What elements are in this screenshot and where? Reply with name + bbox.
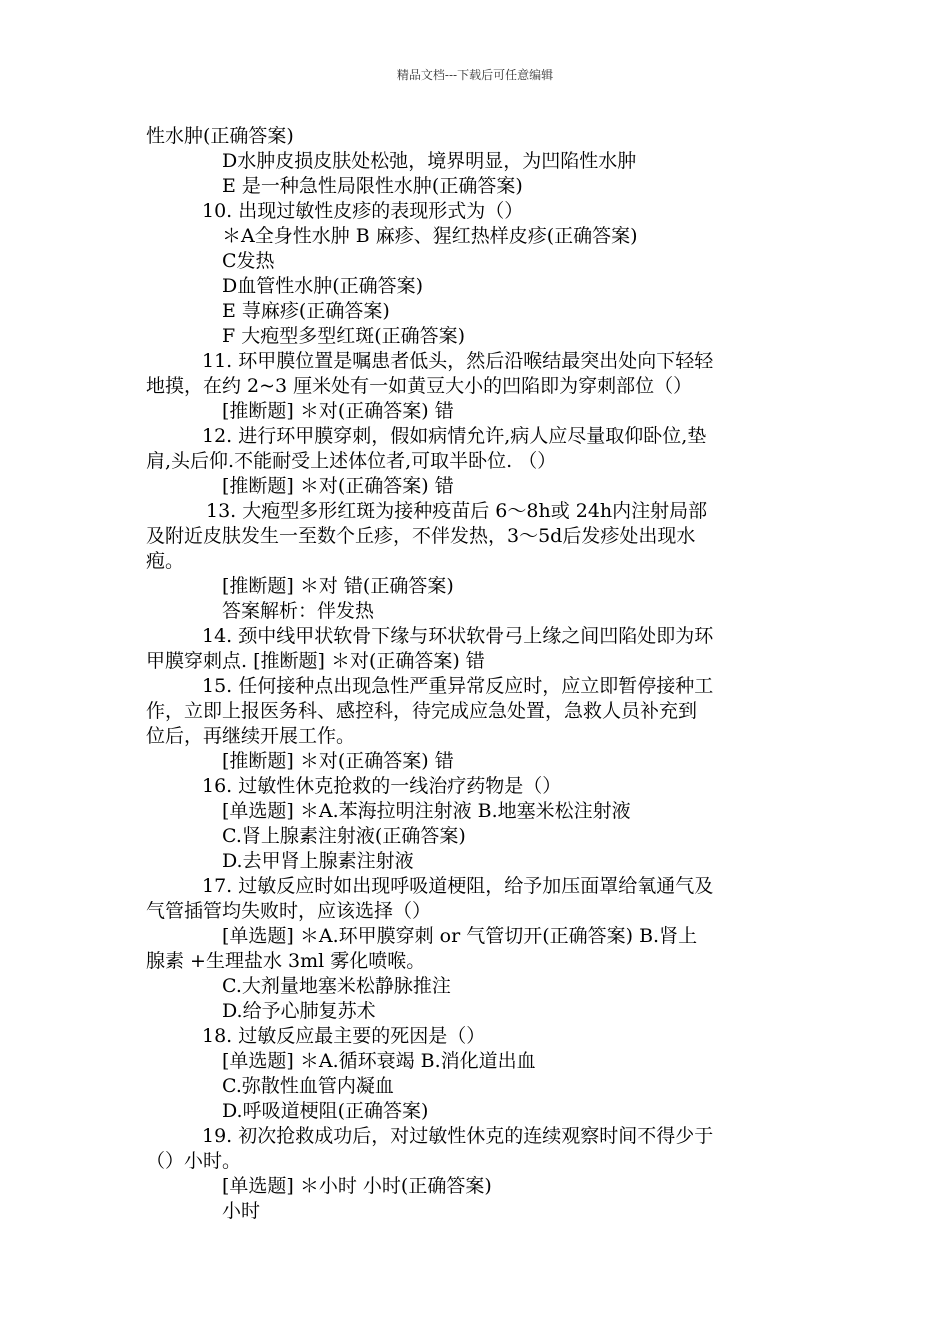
- question-line: 肩,头后仰.不能耐受上述体位者,可取半卧位. （）: [146, 450, 557, 472]
- answer-line: [推断题] ＊对(正确答案) 错: [222, 400, 454, 422]
- option-line: 小时: [222, 1200, 261, 1222]
- document-body: [146, 124, 808, 1224]
- question-line: 19. 初次抢救成功后，对过敏性休克的连续观察时间不得少于: [202, 1125, 714, 1147]
- option-line: D.给予心肺复苏术: [222, 1000, 376, 1022]
- question-line: 10. 出现过敏性皮疹的表现形式为（）: [202, 200, 524, 222]
- question-line: 16. 过敏性休克抢救的一线治疗药物是（）: [202, 775, 562, 797]
- question-line: 位后，再继续开展工作。: [146, 725, 356, 747]
- question-line: 甲膜穿刺点. [推断题] ＊对(正确答案) 错: [146, 650, 485, 672]
- option-line: C.弥散性血管内凝血: [222, 1075, 394, 1097]
- text-line: E 是一种急性局限性水肿(正确答案): [222, 175, 523, 197]
- question-line: 作，立即上报医务科、感控科，待完成应急处置，急救人员补充到: [146, 700, 698, 722]
- option-line: 腺素 +生理盐水 3ml 雾化喷喉。: [146, 950, 426, 972]
- question-line: 及附近皮肤发生一至数个丘疹，不伴发热，3～5d后发疹处出现水: [146, 525, 696, 547]
- option-line: [单选题] ＊A.循环衰竭 B.消化道出血: [222, 1050, 536, 1072]
- option-line: [单选题] ＊A.苯海拉明注射液 B.地塞米松注射液: [222, 800, 631, 822]
- question-line: 13. 大疱型多形红斑为接种疫苗后 6～8h或 24h内注射局部: [206, 500, 708, 522]
- text-line: 性水肿(正确答案): [146, 125, 294, 147]
- answer-line: [推断题] ＊对(正确答案) 错: [222, 750, 454, 772]
- question-line: 17. 过敏反应时如出现呼吸道梗阻，给予加压面罩给氧通气及: [202, 875, 714, 897]
- option-line: [单选题] ＊小时 小时(正确答案): [222, 1175, 492, 1197]
- answer-line: [推断题] ＊对(正确答案) 错: [222, 475, 454, 497]
- question-line: （）小时。: [146, 1150, 242, 1172]
- answer-line: [推断题] ＊对 错(正确答案): [222, 575, 454, 597]
- option-line: F 大疱型多型红斑(正确答案): [222, 325, 466, 347]
- option-line: D血管性水肿(正确答案): [222, 275, 424, 297]
- question-line: 12. 进行环甲膜穿刺，假如病情允许,病人应尽量取仰卧位,垫: [202, 425, 707, 447]
- option-line: C.大剂量地塞米松静脉推注: [222, 975, 451, 997]
- option-line: E 荨麻疹(正确答案): [222, 300, 390, 322]
- option-line: ＊A全身性水肿 B 麻疹、猩红热样皮疹(正确答案): [222, 225, 638, 247]
- option-line: C发热: [222, 250, 275, 272]
- question-line: 18. 过敏反应最主要的死因是（）: [202, 1025, 486, 1047]
- answer-explanation: 答案解析：伴发热: [222, 600, 375, 622]
- question-line: 气管插管均失败时，应该选择（）: [146, 900, 432, 922]
- question-line: 14. 颈中线甲状软骨下缘与环状软骨弓上缘之间凹陷处即为环: [202, 625, 714, 647]
- page-header: 精品文档---下载后可任意编辑: [396, 68, 554, 82]
- question-line: 15. 任何接种点出现急性严重异常反应时，应立即暂停接种工: [202, 675, 714, 697]
- option-line: D.去甲肾上腺素注射液: [222, 850, 414, 872]
- question-line: 疱。: [146, 550, 185, 572]
- text-line: D水肿皮损皮肤处松弛，境界明显，为凹陷性水肿: [222, 150, 637, 172]
- question-line: 11. 环甲膜位置是嘱患者低头，然后沿喉结最突出处向下轻轻: [202, 350, 714, 372]
- option-line: [单选题] ＊A.环甲膜穿刺 or 气管切开(正确答案) B.肾上: [222, 925, 698, 947]
- option-line: C.肾上腺素注射液(正确答案): [222, 825, 466, 847]
- option-line: D.呼吸道梗阻(正确答案): [222, 1100, 429, 1122]
- question-line: 地摸，在约 2~3 厘米处有一如黄豆大小的凹陷即为穿刺部位（）: [146, 375, 693, 397]
